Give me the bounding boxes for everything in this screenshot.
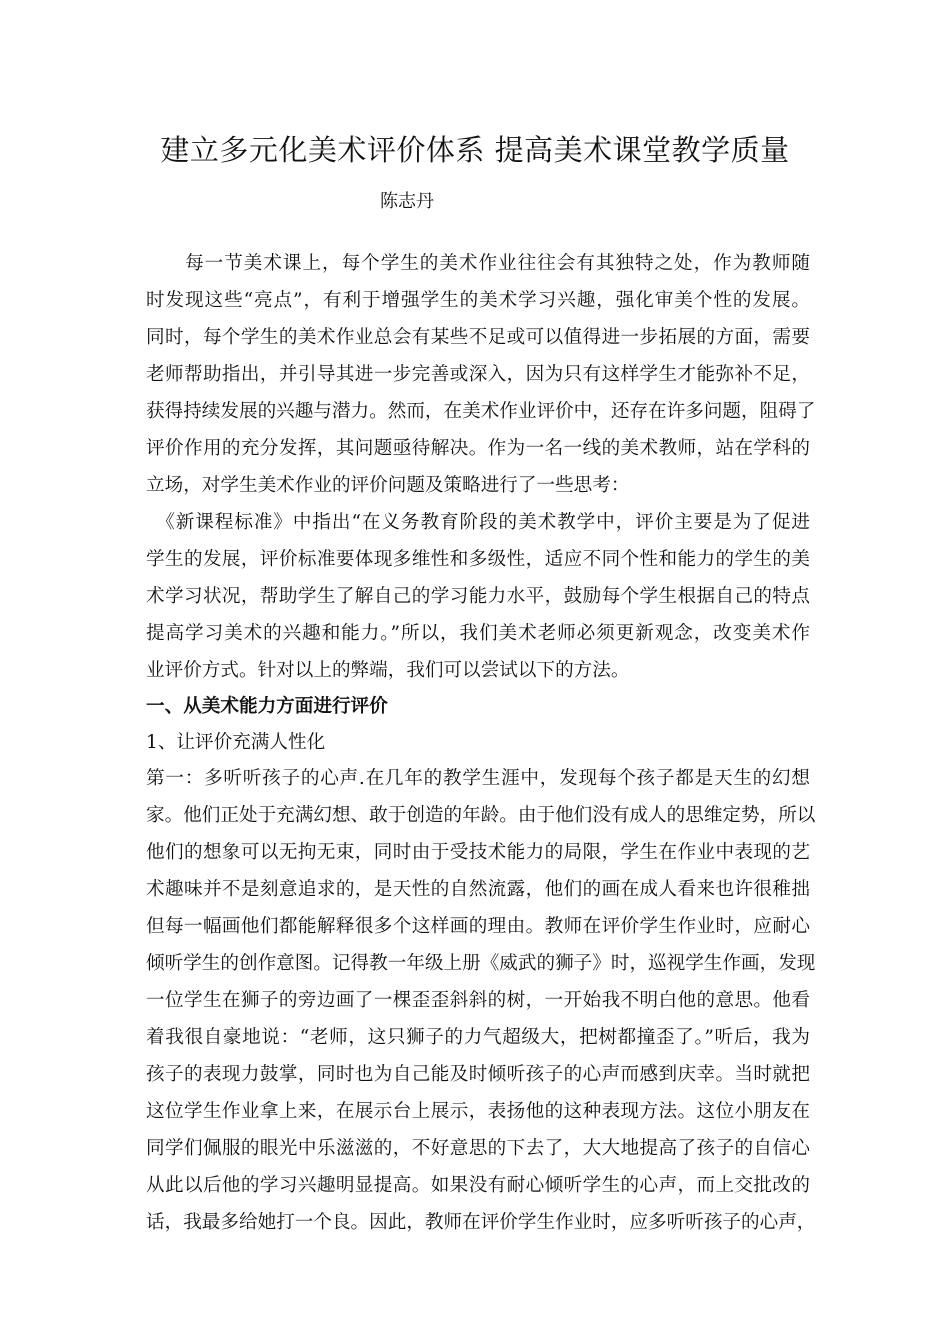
paragraph-line: 老师帮助指出，并引导其进一步完善或深入，因为只有这样学生才能弥补不足， xyxy=(146,364,810,385)
paragraph-line: 每一节美术课上，每个学生的美术作业往往会有其独特之处，作为教师随 xyxy=(146,253,810,274)
document-author: 陈志丹 xyxy=(380,191,434,212)
paragraph-line: 但每一幅画他们都能解释很多个这样画的理由。教师在评价学生作业时，应耐心 xyxy=(146,916,810,937)
paragraph-line: 业评价方式。针对以上的弊端，我们可以尝试以下的方法。 xyxy=(146,660,630,681)
paragraph-line: 学生的发展，评价标准要体现多维性和多级性，适应不同个性和能力的学生的美 xyxy=(146,549,810,570)
paragraph-line: 从此以后他的学习兴趣明显提高。如果没有耐心倾听学生的心声，而上交批改的 xyxy=(146,1175,810,1196)
paragraph-line: 孩子的表现力鼓掌，同时也为自己能及时倾听孩子的心声而感到庆幸。当时就把 xyxy=(146,1064,810,1085)
paragraph-line: 同时，每个学生的美术作业总会有某些不足或可以值得进一步拓展的方面，需要 xyxy=(146,327,810,348)
subsection-heading: 1、让评价充满人性化 xyxy=(146,732,326,753)
paragraph-line: 着我很自豪地说：“老师，这只狮子的力气超级大，把树都撞歪了。”听后，我为 xyxy=(146,1027,810,1048)
paragraph-line: 倾听学生的创作意图。记得教一年级上册《威武的狮子》时，巡视学生作画，发现 xyxy=(146,953,816,974)
paragraph-line: 一位学生在狮子的旁边画了一棵歪歪斜斜的树，一开始我不明白他的意思。他看 xyxy=(146,990,810,1011)
paragraph-line: 术趣味并不是刻意追求的，是天性的自然流露，他们的画在成人看来也许很稚拙 xyxy=(146,879,810,900)
paragraph-line: 立场，对学生美术作业的评价问题及策略进行了一些思考： xyxy=(146,475,630,496)
paragraph-line: 获得持续发展的兴趣与潜力。然而，在美术作业评价中，还存在许多问题，阻碍了 xyxy=(146,401,816,422)
paragraph-line: 提高学习美术的兴趣和能力。”所以，我们美术老师必须更新观念，改变美术作 xyxy=(146,623,810,644)
paragraph-line: 评价作用的充分发挥，其问题亟待解决。作为一名一线的美术教师，站在学科的 xyxy=(146,438,810,459)
paragraph-line: 术学习状况，帮助学生了解自己的学习能力水平，鼓励每个学生根据自己的特点 xyxy=(146,586,810,607)
document-title: 建立多元化美术评价体系 提高美术课堂教学质量 xyxy=(160,133,790,167)
paragraph-line: 《新课程标准》中指出“在义务教育阶段的美术教学中，评价主要是为了促进 xyxy=(146,512,810,533)
paragraph-line: 他们的想象可以无拘无束，同时由于受技术能力的局限，学生在作业中表现的艺 xyxy=(146,842,810,863)
section-heading: 一、从美术能力方面进行评价 xyxy=(146,696,388,717)
paragraph-line: 第一：多听听孩子的心声.在几年的教学生涯中，发现每个孩子都是天生的幻想 xyxy=(146,768,810,789)
paragraph-line: 这位学生作业拿上来，在展示台上展示，表扬他的这种表现方法。这位小朋友在 xyxy=(146,1101,810,1122)
paragraph-line: 同学们佩服的眼光中乐滋滋的，不好意思的下去了，大大地提高了孩子的自信心 xyxy=(146,1138,810,1159)
paragraph-line: 话，我最多给她打一个良。因此，教师在评价学生作业时，应多听听孩子的心声， xyxy=(146,1212,816,1233)
paragraph-line: 家。他们正处于充满幻想、敢于创造的年龄。由于他们没有成人的思维定势，所以 xyxy=(146,805,816,826)
paragraph-line: 时发现这些“亮点”，有利于增强学生的美术学习兴趣，强化审美个性的发展。 xyxy=(146,290,810,311)
